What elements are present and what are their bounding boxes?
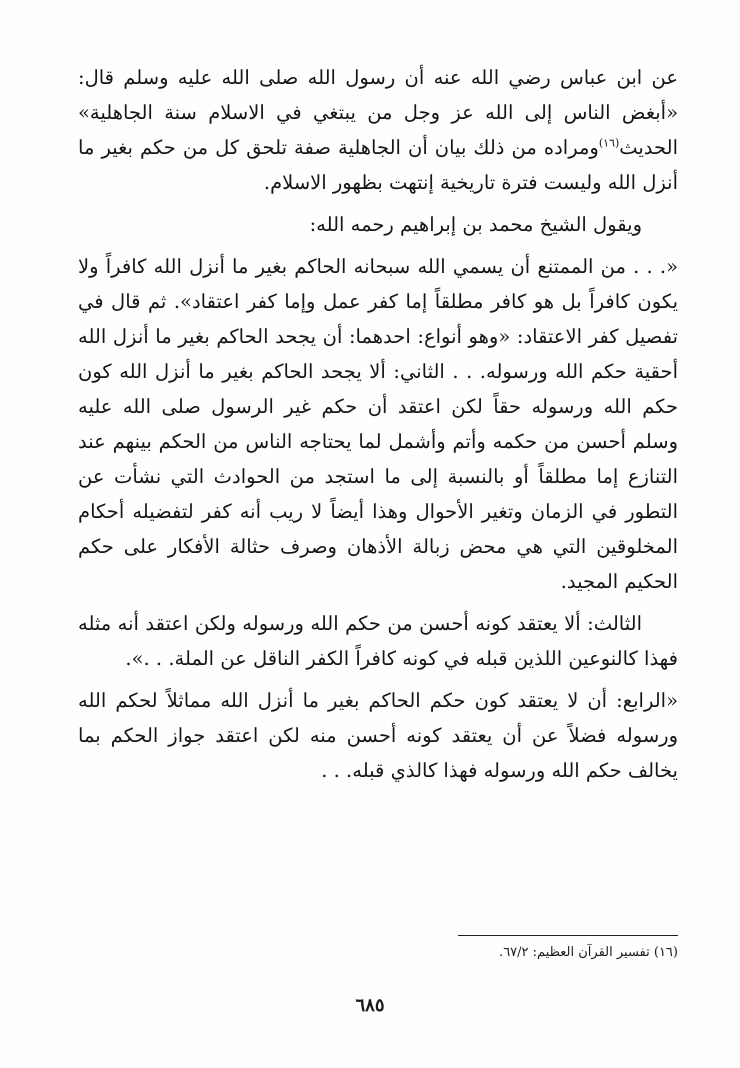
footnote [380, 942, 678, 964]
main-text [78, 60, 678, 788]
paragraph-fourth-type [78, 683, 678, 788]
paragraph-third-type [78, 606, 678, 676]
page-number: ٦٨٥ [355, 995, 385, 1016]
paragraph-quote-kufr-text: «. . . من الممتنع أن يسمي الله سبحانه الحاكم بغير ما أنزل الله كافراً ولا يكون كافراً بل هو كافر مطلقاً إما كفر عمل وإما كفر اعتقاد». ثم قال في تفصيل كفر الاعتقاد: «وهو أنواع: احدهما: أن يجحد الحاكم بغير ما أنزل الله أحقية حكم الله ورسوله. . . الثاني: ألا يجحد الحاكم بغير ما أنزل الله كون حكم الله ورسوله حقاً لكن اعتقد أن حكم غير الرسول صلى الله عليه وسلم أحسن من حكمه وأتم وأشمل لما يحتاجه الناس من الحكم بينهم عند التنازع إما مطلقاً أو بالنسبة إلى ما استجد من الحوادث التي نشأت عن التطور في الزمان وتغير الأحوال وهذا أيضاً لا ريب أنه كفر لتفضيله أحكام المخلوقين التي هي محض زبالة الأذهان وصرف حثالة الأفكار على حكم الحكيم المجيد. [78, 255, 678, 593]
footnote-text: (١٦) تفسير القرآن العظيم: ٦٧/٢. [499, 945, 678, 960]
paragraph-hadith-text: عن ابن عباس رضي الله عنه أن رسول الله صلى الله عليه وسلم قال: «أبغض الناس إلى الله عز وجل من يبتغي في الاسلام سنة الجاهلية» الحديث [78, 66, 678, 159]
footnote-reference: (١٦) [598, 136, 620, 150]
paragraph-hadith-continuation: ومراده من ذلك بيان أن الجاهلية صفة تلحق كل من حكم بغير ما أنزل الله وليست فترة تاريخية إنتهت بظهور الاسلام. [78, 136, 678, 194]
paragraph-sheikh-intro [78, 207, 678, 242]
paragraph-fourth-type-text: «الرابع: أن لا يعتقد كون حكم الحاكم بغير ما أنزل الله مماثلاً لحكم الله ورسوله فضلاً عن أن يعتقد كونه أحسن منه لكن اعتقد جواز الحكم بما يخالف حكم الله ورسوله فهذا كالذي قبله. . . [78, 689, 678, 782]
paragraph-sheikh-intro-text: ويقول الشيخ محمد بن إبراهيم رحمه الله: [309, 213, 642, 236]
paragraph-hadith [78, 60, 678, 200]
paragraph-third-type-text: الثالث: ألا يعتقد كونه أحسن من حكم الله ورسوله ولكن اعتقد أنه مثله فهذا كالنوعين اللذين قبله في كونه كافراً الكفر الناقل عن الملة. . .». [78, 612, 678, 670]
footnote-divider [458, 935, 678, 936]
paragraph-quote-kufr [78, 249, 678, 599]
